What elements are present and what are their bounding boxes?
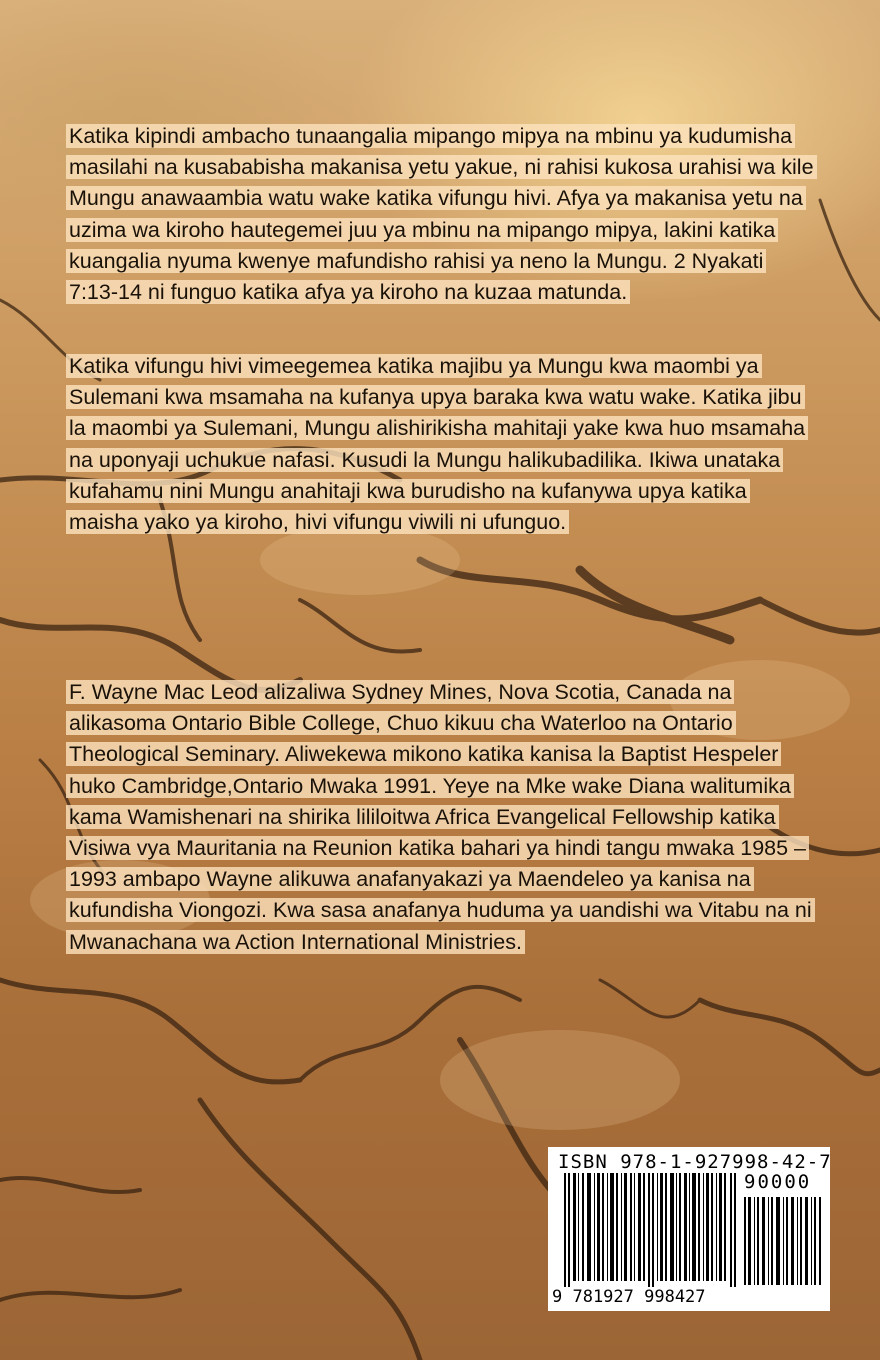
isbn-label: ISBN 978-1-927998-42-7: [558, 1151, 832, 1173]
add-on-barcode-bars: [744, 1197, 822, 1285]
author-bio-text: F. Wayne Mac Leod alizaliwa Sydney Mines, Nova Scotia, Canada na alikasoma Ontario Bible College, Chuo kikuu cha Waterloo na Ontario Theological Seminary. Aliwekewa mikono katika kanisa la Baptist Hespeler huko Cambridge,Ontario Mwaka 1991. Yeye na Mke wake Diana walitumika kama Wamishenari na shirika lililoitwa Africa Evangelical Fellowship katika Visiwa vya Mauritania na Reunion katika bahari ya hindi tangu mwaka 1985 – 1993 ambapo Wayne alikuwa anafanyakazi ya Maendeleo ya kanisa na kufundisha Viongozi. Kwa sasa anafanya huduma ya uandishi wa Vitabu na ni Mwanachana wa Action International Ministries.: [66, 680, 815, 954]
description-text-1: Katika kipindi ambacho tunaangalia mipango mipya na mbinu ya kudumisha masilahi na kusababisha makanisa yetu yakue, ni rahisi kukosa urahisi wa kile Mungu anawaambia watu wake katika vifungu hivi. Afya ya makanisa yetu na uzima wa kiroho hautegemei juu ya mbinu na mipango mipya, lakini katika kuangalia nyuma kwenye mafundisho rahisi ya neno la Mungu. 2 Nyakati 7:13-14 ni funguo katika afya ya kiroho na kuzaa matunda.: [66, 124, 817, 304]
description-paragraph-1: [66, 121, 816, 308]
ean-digits: 9 781927 998427: [552, 1287, 706, 1307]
author-bio-paragraph: [66, 677, 816, 958]
description-paragraph-2: [66, 351, 816, 538]
ean13-barcode-bars: [564, 1173, 736, 1287]
price-code: 90000: [744, 1171, 812, 1193]
isbn-barcode: [548, 1147, 830, 1311]
description-text-2: Katika vifungu hivi vimeegemea katika majibu ya Mungu kwa maombi ya Sulemani kwa msamaha na kufanya upya baraka kwa watu wake. Katika jibu la maombi ya Sulemani, Mungu alishirikisha mahitaji yake kwa huo msamaha na uponyaji uchukue nafasi. Kusudi la Mungu halikubadilika. Ikiwa unataka kufahamu nini Mungu anahitaji kwa burudisho na kufanywa upya katika maisha yako ya kiroho, hivi vifungu viwili ni ufunguo.: [66, 354, 808, 534]
